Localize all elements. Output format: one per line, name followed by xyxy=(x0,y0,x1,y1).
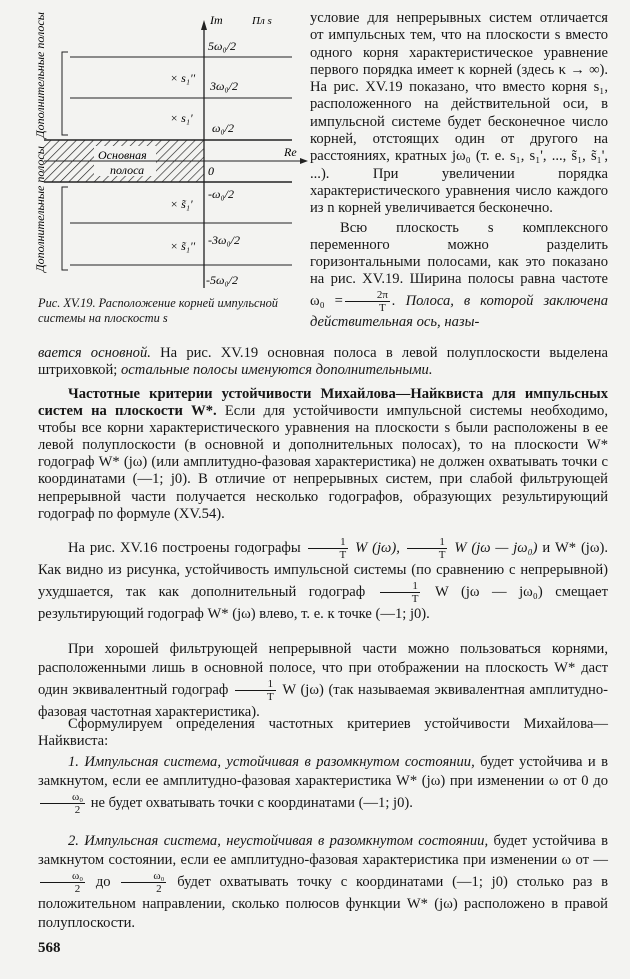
im-label: Im xyxy=(210,13,223,27)
right-paragraph-1: условие для непрерывных систем отличается от импульсных тем, что на плоскости s вместо одного корня характеристическое уравнение первого порядка имеет κ корней (здесь κ → ∞). На рис. XV.19 показано, что вместо корня s₁, расположенного на действительной оси, в импульсной системе будет бесконечное число корней, отстоящих один от другого на расстояниях, кратных jω₀ (т. е. s₁, s₁', ..., s̃₁, s̃₁', ...). При увеличении порядка характеристического уравнения число каждого из n корней увеличивается бесконечно. xyxy=(310,10,608,217)
plane-label: Пл s xyxy=(252,15,272,27)
fraction-2pi-T: $\frac{2\pi}{T}$ xyxy=(345,289,390,314)
paragraph-filtering xyxy=(38,640,608,722)
p8-mid: до xyxy=(95,873,111,890)
y-label-1: ω₀/2 xyxy=(212,121,234,135)
p5-a: При хорошей фильтрующей непрерывной части можно пользоваться корнями, расположенными лишь в основной полосе, что при отображении на плоскость W* даст один эквивалентный годограф xyxy=(38,641,608,698)
p4-e: W (jω — jω₀) смещает результирующий годограф W* (jω) влево, т. е. к точке (—1; j0). xyxy=(38,583,609,622)
fraction-w0-2-a: $\frac{\text{ω₀}}{2}$ xyxy=(40,791,85,816)
p3-c: остальные полосы именуются дополнительными. xyxy=(117,362,433,379)
page-number: 568 xyxy=(38,940,61,956)
paragraph-criterion-1 xyxy=(38,753,608,816)
p5-b: W (jω) (так называемая эквивалентная амплитудно-фазовая частотная характеристика). xyxy=(38,681,608,720)
root-s1-tilde-double: × s̃₁'' xyxy=(170,239,196,253)
figure-caption: Рис. XV.19. Расположение корней импульсной системы на плоскости s xyxy=(38,296,278,325)
paragraph-criterion-2 xyxy=(38,832,608,933)
paragraph-main-strip xyxy=(38,345,608,379)
top-bracket xyxy=(62,52,68,135)
y-label-m1: -ω₀/2 xyxy=(208,187,234,201)
bottom-bracket xyxy=(62,187,68,270)
side-label-bottom: Дополнительные полосы xyxy=(33,146,47,272)
main-strip-label-1: Основная xyxy=(98,148,147,162)
fraction-w0-2-c: $\frac{\text{ω₀}}{2}$ xyxy=(121,870,166,895)
p7-italic: 1. Импульсная система, устойчивая в разомкнутом состоянии, xyxy=(68,754,475,770)
y-label-m3: -3ω₀/2 xyxy=(208,233,240,247)
right-paragraph-2 xyxy=(310,220,608,331)
p7-b: не будет охватывать точки с координатами (—1; j0). xyxy=(90,794,413,811)
p8-a: будет устойчива в замкнутом состоянии, если ее амплитудно-фазовая характеристика при изменении ω от — xyxy=(38,833,608,868)
imag-axis-arrow xyxy=(201,20,207,30)
paragraph-formulate: Сформулируем определения частотных критериев устойчивости Михайлова—Найквиста: xyxy=(38,716,608,750)
y-label-0: 0 xyxy=(208,164,214,178)
real-axis-arrow xyxy=(300,158,308,164)
heading-bold: Частотные критерии устойчивости Михайлова—Найквиста для импульсных систем на плоскости W*. xyxy=(38,386,608,420)
p4-c: W (jω — jω₀) xyxy=(454,539,538,556)
p8-italic: 2. Импульсная система, неустойчивая в разомкнутом состоянии, xyxy=(68,833,489,849)
y-label-m5: -5ω₀/2 xyxy=(206,273,238,287)
p4-a: На рис. XV.16 построены годографы xyxy=(68,539,301,556)
p3-b: На рис. XV.19 основная полоса в левой полуплоскости выделена штриховкой; xyxy=(38,345,608,379)
p7-a: будет устойчива и в замкнутом, если ее амплитудно-фазовая характеристика W* (jω) при изменении ω от 0 до xyxy=(38,754,608,789)
y-label-3: 3ω₀/2 xyxy=(210,79,238,93)
paragraph-hodographs xyxy=(38,536,608,624)
fraction-1-T-b: $\frac{1}{T}$ xyxy=(407,536,448,561)
right-column xyxy=(310,10,608,331)
y-label-5: 5ω₀/2 xyxy=(208,39,236,53)
right-p2-a: Всю плоскость s комплексного переменного можно разделить горизонтальными полосами, как это показано на рис. XV.19. Ширина полосы равна частоте ω₀ = xyxy=(310,219,608,309)
root-s1-tilde-single: × s̃₁' xyxy=(170,197,193,211)
heading-rest: Если для устойчивости импульсной системы необходимо, чтобы все корни характеристического уравнения на плоскости s были расположены в ее левой полуплоскости (в основной и дополнительных полосах), то на плоскости W* годограф W* (jω) (или амплитудно-фазовая характеристика) не должен охватывать точки с координатами (—1; j0). В отличие от непрерывных систем, при слабой фильтрующей непрерывной части получается несколько годографов, образующих результирующий годограф по формуле (XV.54). xyxy=(38,403,609,522)
root-s1-single: × s₁' xyxy=(170,111,193,125)
fraction-w0-2-b: $\frac{\text{ω₀}}{2}$ xyxy=(40,870,85,895)
right-p2-b: . Полоса, в которой заключена действительная ось, xyxy=(310,292,608,330)
p8-b: будет охватывать точку с координатами (—1; j0) столько раз в положительном направлении, сколько полюсов функции W* (jω) расположено в правой полуплоскости. xyxy=(38,873,608,931)
paragraph-criteria-heading xyxy=(38,386,608,523)
p4-b: W (jω), xyxy=(355,539,400,556)
root-s1-double: × s₁'' xyxy=(170,71,196,85)
re-label: Re xyxy=(284,145,297,159)
main-strip-label-2: полоса xyxy=(110,163,145,177)
right-p2-lead: назы- xyxy=(444,313,480,330)
p4-d: и W* (jω). Как видно из рисунка, устойчивость импульсной системы (по сравнению с непрерывной) ухудшается, так как дополнительный годограф xyxy=(38,539,608,600)
fraction-1-T-a: $\frac{1}{T}$ xyxy=(308,536,349,561)
fraction-1-T-c: $\frac{1}{T}$ xyxy=(380,580,421,605)
fraction-1-T-d: $\frac{1}{T}$ xyxy=(235,678,276,703)
side-label-top: Дополнительные полосы xyxy=(33,12,47,138)
p3-a: вается основной. xyxy=(38,345,151,361)
root-location-figure xyxy=(30,8,310,293)
